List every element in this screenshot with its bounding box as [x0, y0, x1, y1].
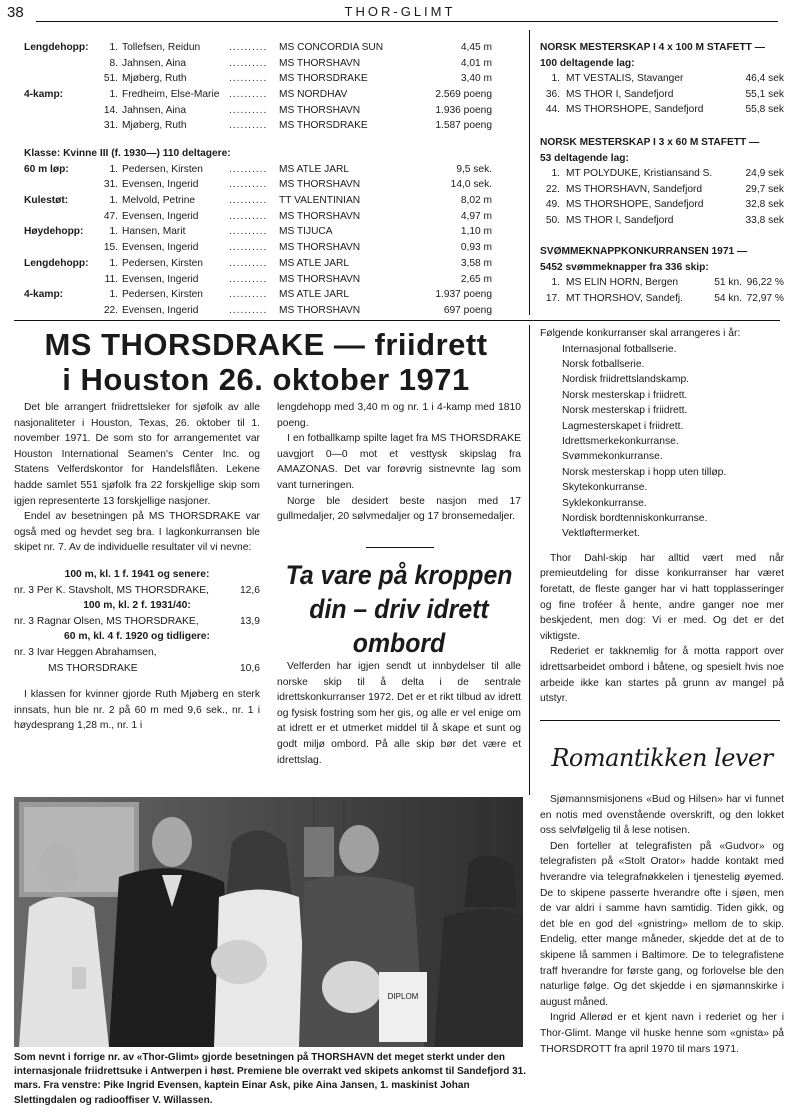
event-label: 4-kamp: — [24, 89, 64, 101]
placing: 1. — [109, 257, 118, 269]
tavare-line1: Ta vare på kroppen — [285, 560, 513, 590]
athlete-name: Evensen, Ingerid — [122, 210, 199, 222]
placing: 1. — [109, 226, 118, 238]
result-value: 697 poeng — [443, 304, 492, 316]
result-value: 4,97 m — [460, 210, 492, 222]
page-number: 38 — [7, 4, 24, 21]
team-time: 32,8 sek — [745, 199, 784, 211]
results-table-class3 — [24, 146, 500, 319]
placing: 47. — [103, 210, 118, 222]
result-value: 2,65 m — [460, 273, 492, 285]
article-column-1 — [14, 400, 260, 734]
result-value: 9,5 sek. — [456, 163, 492, 175]
section-rule — [14, 320, 780, 321]
dot-leader: .......... — [229, 57, 268, 69]
placing: 36. — [545, 88, 560, 100]
ship-name: MS THORSDRAKE — [279, 120, 368, 132]
ship-name: MS ELIN HORN, Bergen — [566, 277, 679, 289]
result-line: nr. 3 Ragnar Olsen, MS THORSDRAKE, — [14, 615, 199, 627]
placing: 1. — [551, 277, 560, 289]
result-value: 14,0 sek. — [450, 179, 492, 191]
team-name: MT POLYDUKE, Kristiansand S. — [566, 168, 713, 180]
short-rule — [366, 547, 434, 548]
event-label: 60 m løp: — [24, 163, 69, 175]
competition-item: Nordisk friidrettslandskamp. — [562, 374, 690, 386]
event-label: Kulestøt: — [24, 195, 69, 207]
tavare-line2: din – driv idrett — [309, 594, 489, 624]
athlete-name: Evensen, Ingerid — [122, 242, 199, 254]
placing: 44. — [545, 104, 560, 116]
article-column-2 — [277, 400, 521, 525]
competition-item: Skytekonkurranse. — [562, 482, 648, 494]
relay-4x100-sub: 100 deltagende lag: — [540, 57, 635, 69]
team-time: 46,4 sek — [745, 73, 784, 85]
ship-name: MS THORSHAVN — [279, 104, 361, 116]
team-name: MS THORSHOPE, Sandefjord — [566, 104, 704, 116]
article-paragraph: Ingrid Allerød er et kjent navn i rederiet og her i Thor-Glimt. Mange vil huske henne som «gnista» på THORSDROTT fra april 1970 til mars 1971. — [540, 1012, 784, 1055]
result-row — [24, 256, 500, 272]
team-time: 33,8 sek — [745, 214, 784, 226]
column-divider — [529, 30, 530, 315]
ship-name: MS TIJUCA — [279, 226, 333, 238]
competition-item: Nordisk bordtenniskonkurranse. — [562, 513, 708, 525]
result-heading: 100 m, kl. 2 f. 1931/40: — [83, 600, 191, 612]
result-time: 12,6 — [239, 584, 260, 596]
ship-name: MS CONCORDIA SUN — [279, 42, 384, 53]
result-row — [24, 118, 500, 134]
competition-item: Norsk mesterskap i friidrett. — [562, 389, 688, 401]
class-heading: Klasse: Kvinne III (f. 1930—) 110 deltagere: — [24, 148, 231, 159]
result-row — [24, 193, 500, 209]
photo-illustration — [14, 797, 523, 1047]
event-label: Høydehopp: — [24, 226, 84, 238]
dot-leader: .......... — [229, 304, 268, 316]
team-name: MS THORSHOPE, Sandefjord — [566, 199, 704, 211]
competition-item: Vektløftermerket. — [562, 528, 640, 540]
right-rule — [540, 720, 780, 721]
athlete-name: Hansen, Marit — [122, 226, 186, 238]
result-value: 1.587 poeng — [435, 120, 492, 132]
swim-row — [540, 275, 784, 291]
ship-name: MS THORSDRAKE — [279, 73, 368, 85]
result-line: nr. 3 Per K. Stavsholt, MS THORSDRAKE, — [14, 584, 209, 596]
article-paragraph: Velferden har igjen sendt ut innbydelser til alle norske skip til å delta i de sentrale idrettskonkurranser 1972. Det er et rikt tilbud av idrett og fysisk fostring som her gis, og alle er vel enige om at idrett er et utmerket middel til å skape et sunt og godt miljø ombord. På alle skip bør det være et idrettslag. — [277, 661, 521, 766]
team-name: MT VESTALIS, Stavanger — [566, 73, 684, 85]
article-paragraph: I en fotballkamp spilte laget fra MS THORSDRAKE uavgjort 0—0 mot et vesttysk skipslag fra AMAZONAS. Det var forøvrig sistnevnte lag som vant turneringen. — [277, 433, 521, 491]
result-row — [24, 272, 500, 288]
team-name: MS THOR I, Sandefjord — [566, 88, 674, 100]
result-row — [24, 224, 500, 240]
article-paragraph: Sjømannsmisjonens «Bud og Hilsen» har vi funnet en notis med ovenstående overskrift, og den lokket oss selvfølgelig til å lese notisen. — [540, 794, 784, 837]
headline-line2: i Houston 26. oktober 1971 — [62, 362, 470, 397]
ship-name: MS THORSHAVN — [279, 210, 361, 222]
placing: 1. — [551, 73, 560, 85]
dot-leader: .......... — [229, 73, 268, 85]
swim-title: SVØMMEKNAPPKONKURRANSEN 1971 — — [540, 246, 748, 257]
team-time: 55,8 sek — [745, 104, 784, 116]
ship-name: MT THORSHOV, Sandefj. — [566, 292, 684, 304]
article-paragraph: Det ble arrangert friidrettsleker for sjøfolk av alle nasjonaliteter i Houston, Texas, 26. oktober til 1. november 1971. De som sto for arrangementet var Houston International Seamen's Center Inc. og Statens Velferdskontor for Handelsflåten. Lekene hadde samlet 551 sjøfolk fra 22 forskjellige skip som igjen representerte 13 forskjellige nasjoner. — [14, 402, 260, 507]
article-paragraph: Den forteller at telegrafisten på «Gudvor» og telegrafisten på «Stolt Orator» hadde kontakt med hverandre via telegrafnøkkelen i tjenestelig øyemed. De to skipene passerte hverandre ofte i sjøen, men de var aldri i samme havn samtidig. Tiden gikk, og det ble en god del «gnistring» mellom de to skip. Endelig, etter mange måneder, skjedde det at de to skipene lå sammen i Baltimore. De to telegrafistene traff hverandre for første gang, og forlovelse ble den naturlige følge. Og det skjedde i en sjømannskirke i august måned. — [540, 840, 784, 1008]
competition-item: Lagmesterskapet i friidrett. — [562, 420, 684, 432]
dot-leader: .......... — [229, 120, 268, 132]
swim-contest — [540, 244, 784, 306]
athlete-name: Evensen, Ingerid — [122, 273, 199, 285]
result-row — [24, 209, 500, 225]
result-value: 1.937 poeng — [435, 289, 492, 301]
placing: 8. — [109, 57, 118, 69]
dot-leader: .......... — [229, 42, 268, 53]
percentage: 72,97 % — [746, 292, 784, 304]
dot-leader: .......... — [229, 257, 268, 269]
event-label: Lengdehopp: — [24, 42, 89, 53]
relay-row — [540, 87, 784, 103]
result-time: 13,9 — [239, 615, 260, 627]
athlete-name: Pedersen, Kirsten — [122, 289, 203, 301]
placing: 1. — [109, 289, 118, 301]
placing: 49. — [545, 199, 560, 211]
article-paragraph: I klassen for kvinner gjorde Ruth Mjøberg en sterk innsats, hun ble nr. 2 på 60 m med 9,6 sek., nr. 1 i høydesprang 1,28 m., nr. 1 i — [14, 689, 260, 732]
placing: 11. — [104, 273, 118, 285]
results-table — [24, 40, 500, 134]
swim-row — [540, 291, 784, 307]
romantikk-article — [540, 792, 784, 1057]
athlete-name: Jahnsen, Aina — [122, 104, 187, 116]
relay-3x60-sub: 53 deltagende lag: — [540, 152, 629, 164]
relay-row — [540, 166, 784, 182]
competition-item: Idrettsmerkekonkurranse. — [562, 436, 679, 448]
article-paragraph: Norge ble desidert beste nasjon med 17 gullmedaljer, 20 sølvmedaljer og 17 bronsemedaljer. — [277, 495, 521, 523]
ship-name: MS THORSHAVN — [279, 179, 361, 191]
relay-row — [540, 197, 784, 213]
relay-3x60-title: NORSK MESTERSKAP I 3 x 60 M STAFETT — — [540, 137, 760, 148]
relay-row — [540, 213, 784, 229]
relay-4x100 — [540, 40, 784, 118]
result-heading: 100 m, kl. 1 f. 1941 og senere: — [64, 568, 210, 580]
result-line: MS THORSDRAKE — [48, 662, 138, 674]
result-row — [24, 87, 500, 103]
placing: 1. — [109, 163, 118, 175]
result-line: nr. 3 Ivar Heggen Abrahamsen, — [14, 646, 157, 658]
result-row — [24, 56, 500, 72]
dot-leader: .......... — [229, 289, 268, 301]
competition-item: Internasjonal fotballserie. — [562, 343, 677, 355]
placing: 1. — [109, 89, 118, 101]
result-value: 0,93 m — [460, 242, 492, 254]
headline-line1: MS THORSDRAKE — friidrett — [44, 327, 488, 362]
competition-item: Norsk fotballserie. — [562, 359, 645, 370]
ship-name: MS THORSHAVN — [279, 57, 361, 69]
dot-leader: .......... — [229, 242, 268, 254]
section-headline-tavare — [278, 558, 519, 660]
dot-leader: .......... — [229, 104, 268, 116]
result-heading: 60 m, kl. 4 f. 1920 og tidligere: — [64, 631, 210, 643]
placing: 22. — [545, 183, 560, 195]
photo-caption: Som nevnt i forrige nr. av «Thor-Glimt» gjorde besetningen på THORSHAVN det meget sterkt under den internasjonale friidrettsuke i Antwerpen i høst. Premiene ble overrakt ved skipets ankomst til Sandefjord 31. mars. Fra venstre: Pike Ingrid Evensen, kaptein Einar Ask, pike Aina Jansen, 1. maskinist Johan Slettingdalen og radiooffiser V. Willassen. — [14, 1052, 527, 1106]
ship-name: MS THORSHAVN — [279, 242, 361, 254]
article-paragraph: Endel av besetningen på MS THORSDRAKE var også med og hevdet seg bra. I lagkonkurransen ble skipet nr. 7. Av de individuelle resultater vil vi nevne: — [14, 511, 260, 554]
knot-count: 51 kn. — [714, 277, 742, 289]
athlete-name: Pedersen, Kirsten — [122, 257, 203, 269]
dot-leader: .......... — [229, 195, 268, 207]
ship-name: MS NORDHAV — [279, 89, 348, 101]
result-value: 1,10 m — [460, 226, 492, 238]
placing: 22. — [103, 304, 118, 316]
result-row — [24, 162, 500, 178]
column-divider-lower — [529, 325, 530, 795]
result-value: 4,45 m — [460, 42, 492, 53]
relay-row — [540, 102, 784, 118]
header-rule — [36, 21, 778, 22]
article-paragraph: Thor Dahl-skip har alltid vært med når premieutdeling for disse konkurranser har været foretatt, de fleste ganger har vi hatt topplasseringer og fine troféer å hente, andre ganger noe mer beskjedent, men dog: Vi er med. Og det er det viktigste. — [540, 552, 784, 642]
team-name: MS THORSHAVN, Sandefjord — [566, 183, 703, 195]
dot-leader: .......... — [229, 89, 268, 101]
athlete-name: Evensen, Ingerid — [122, 179, 199, 191]
placing: 51. — [103, 73, 118, 85]
placing: 14. — [103, 104, 118, 116]
result-row — [24, 40, 500, 56]
event-label: 4-kamp: — [24, 289, 64, 301]
competition-column — [540, 326, 784, 707]
ship-name: MS THORSHAVN — [279, 304, 361, 316]
result-row — [24, 303, 500, 319]
placing: 31. — [103, 179, 118, 191]
result-value: 8,02 m — [460, 195, 492, 207]
placing: 15. — [103, 242, 118, 254]
placing: 31. — [103, 120, 118, 132]
romantikk-title: Romantikken lever — [551, 744, 773, 772]
relay-row — [540, 71, 784, 87]
masthead: THOR-GLIMT — [344, 4, 456, 19]
competition-list — [540, 342, 784, 542]
ship-name: MS ATLE JARL — [279, 163, 350, 175]
competition-item: Norsk mesterskap i friidrett. — [562, 405, 688, 417]
athlete-name: Mjøberg, Ruth — [122, 73, 187, 85]
tavare-line3: ombord — [352, 628, 446, 658]
competition-item: Syklekonkurranse. — [562, 497, 647, 509]
team-time: 29,7 sek — [745, 183, 784, 195]
placing: 1. — [109, 42, 118, 53]
placing: 50. — [545, 214, 560, 226]
athlete-name: Fredheim, Else-Marie — [122, 89, 220, 101]
result-row — [24, 71, 500, 87]
main-headline — [10, 327, 522, 397]
result-row — [24, 103, 500, 119]
placing: 17. — [545, 292, 560, 304]
result-value: 3,40 m — [460, 73, 492, 85]
team-time: 55,1 sek — [745, 88, 784, 100]
ship-name: TT VALENTINIAN — [279, 195, 361, 207]
result-value: 3,58 m — [460, 257, 492, 269]
relay-3x60 — [540, 135, 784, 229]
result-value: 2.569 poeng — [435, 89, 492, 101]
dot-leader: .......... — [229, 163, 268, 175]
dot-leader: .......... — [229, 210, 268, 222]
swim-sub: 5452 svømmeknapper fra 336 skip: — [540, 261, 709, 273]
team-name: MS THOR I, Sandefjord — [566, 214, 674, 226]
athlete-name: Evensen, Ingerid — [122, 304, 199, 316]
competition-intro: Følgende konkurranser skal arrangeres i år: — [540, 328, 741, 339]
athlete-name: Melvold, Petrine — [122, 195, 196, 207]
result-row — [24, 240, 500, 256]
placing: 1. — [551, 168, 560, 180]
result-value: 1.936 poeng — [435, 104, 492, 116]
percentage: 96,22 % — [746, 277, 784, 289]
dot-leader: .......... — [229, 273, 268, 285]
result-row — [24, 177, 500, 193]
competition-item: Norsk mesterskap i hopp uten tilløp. — [562, 466, 727, 478]
athlete-name: Pedersen, Kirsten — [122, 163, 203, 175]
result-row — [24, 287, 500, 303]
group-photo — [14, 797, 523, 1047]
result-time: 10,6 — [239, 662, 260, 674]
ship-name: MS ATLE JARL — [279, 289, 350, 301]
placing: 1. — [109, 195, 118, 207]
article-paragraph: lengdehopp med 3,40 m og nr. 1 i 4-kamp med 1810 poeng. — [277, 402, 521, 429]
knot-count: 54 kn. — [714, 292, 742, 304]
article-paragraph: Rederiet er takknemlig for å motta rapport over idrettsarbeidet ombord i båtene, og spesielt hvis noe arbeide ikke kan startes på grunn av mangel på utstyr. — [540, 646, 784, 705]
athlete-name: Jahnsen, Aina — [122, 57, 187, 69]
dot-leader: .......... — [229, 226, 268, 238]
athlete-name: Mjøberg, Ruth — [122, 120, 187, 132]
diploma-text: DIPLOM — [387, 992, 419, 1001]
ship-name: MS THORSHAVN — [279, 273, 361, 285]
relay-4x100-title: NORSK MESTERSKAP I 4 x 100 M STAFETT — — [540, 42, 765, 53]
event-label: Lengdehopp: — [24, 257, 89, 269]
result-value: 4,01 m — [460, 57, 492, 69]
article-tavare — [277, 659, 521, 768]
ship-name: MS ATLE JARL — [279, 257, 350, 269]
team-time: 24,9 sek — [745, 168, 784, 180]
athlete-name: Tollefsen, Reidun — [122, 42, 201, 53]
dot-leader: .......... — [229, 179, 268, 191]
competition-item: Svømmekonkurranse. — [562, 451, 663, 463]
relay-row — [540, 182, 784, 198]
